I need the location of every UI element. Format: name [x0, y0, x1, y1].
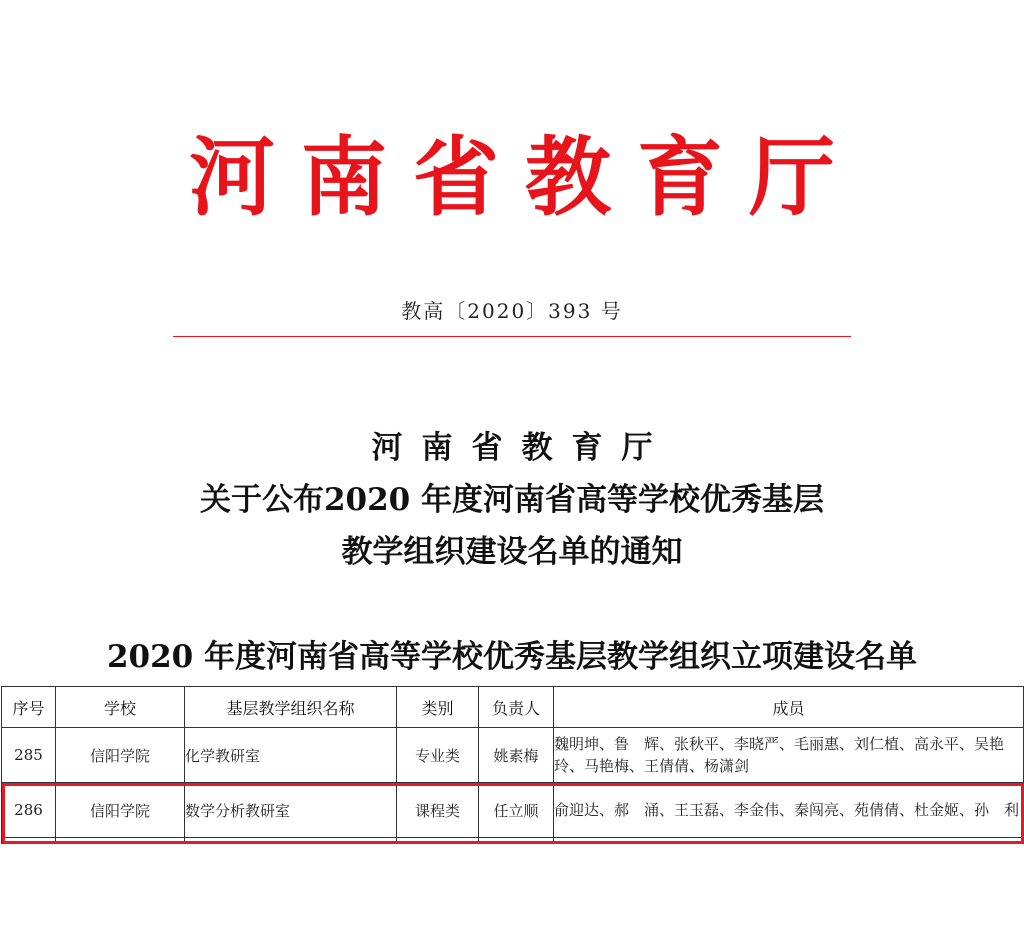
list-title: 2020 年度河南省高等学校优秀基层教学组织立项建设名单 [106, 639, 918, 675]
row-school: 信阳学院 [56, 728, 185, 783]
row-org-name: 化学教研室 [185, 728, 397, 783]
row-category: 专业类 [397, 728, 479, 783]
column-header-school: 学校 [56, 687, 185, 728]
table-row [2, 728, 1024, 783]
row-members: 俞迎达、郝 涌、王玉磊、李金伟、秦闯亮、苑倩倩、杜金姬、孙 利 [554, 783, 1024, 838]
roster-table [1, 686, 1024, 844]
column-header-leader: 负责人 [479, 687, 554, 728]
column-header-number: 序号 [2, 687, 56, 728]
row-category: 课程类 [397, 783, 479, 838]
table-header-row [2, 687, 1024, 728]
row-number: 286 [2, 783, 56, 838]
column-header-members: 成员 [554, 687, 1024, 728]
notice-title-line3: 教学组织建设名单的通知 [341, 534, 683, 570]
row-leader: 任立顺 [479, 783, 554, 838]
row-org-name: 数学分析教研室 [185, 783, 397, 838]
row-leader: 姚素梅 [479, 728, 554, 783]
continuation-cell [554, 838, 1024, 845]
column-header-org-name: 基层教学组织名称 [185, 687, 397, 728]
table-continuation-row [2, 838, 1024, 845]
row-number: 285 [2, 728, 56, 783]
letterhead-masthead: 河南省教育厅 [189, 127, 861, 228]
notice-title-issuer: 河南省教育厅 [371, 430, 672, 466]
continuation-cell [397, 838, 479, 845]
letterhead-divider [173, 336, 851, 337]
continuation-cell [185, 838, 397, 845]
continuation-cell [2, 838, 56, 845]
column-header-category: 类别 [397, 687, 479, 728]
notice-title-line2: 关于公布2020 年度河南省高等学校优秀基层 [199, 482, 825, 518]
continuation-cell [479, 838, 554, 845]
document-number: 教高〔2020〕393 号 [401, 299, 623, 323]
row-members: 魏明坤、鲁 辉、张秋平、李晓严、毛丽惠、刘仁植、高永平、吴艳玲、马艳梅、王倩倩、杨潇剑 [554, 728, 1024, 783]
table-row [2, 783, 1024, 838]
row-school: 信阳学院 [56, 783, 185, 838]
continuation-cell [56, 838, 185, 845]
